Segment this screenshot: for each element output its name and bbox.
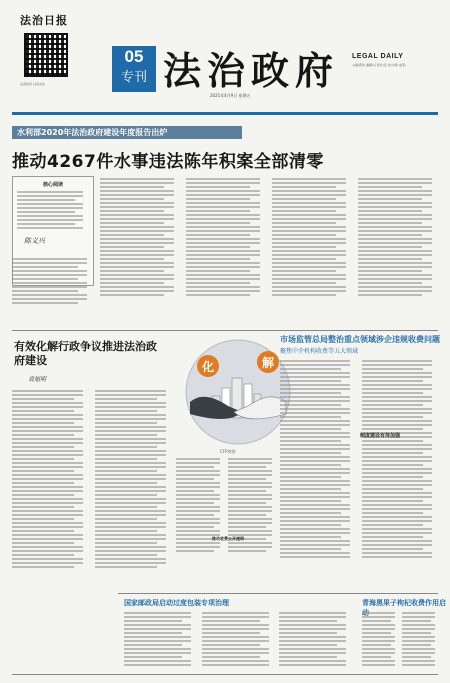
qr-caption: 法治政府 扫码关注 xyxy=(20,82,45,86)
top-story-kicker: 水利部2020年法治政府建设年度报告出炉 xyxy=(12,126,242,139)
text-column xyxy=(279,610,352,670)
text-column xyxy=(358,176,438,324)
text-column xyxy=(95,388,173,612)
right-article-body xyxy=(280,358,438,604)
section-number: 05 xyxy=(124,47,144,66)
text-column xyxy=(228,456,276,576)
legal-daily-mark: LEGAL DAILY xyxy=(352,53,404,60)
illustration-caption: CFP供图 xyxy=(220,449,236,454)
date-line: 2021年4月9日 星期五 xyxy=(210,93,251,98)
commentary-body xyxy=(12,258,94,306)
text-column xyxy=(12,388,90,612)
text-column xyxy=(176,456,224,576)
bottom-rule xyxy=(12,674,438,675)
text-column xyxy=(100,176,180,324)
right-article-headline[interactable]: 市场监管总局整治重点领域涉企违规收费问题 xyxy=(280,335,440,344)
top-story-headline[interactable]: 推动4267件水事违法陈年积案全部清零 xyxy=(12,152,324,172)
bottom-left-headline[interactable]: 国家邮政局启动过度包装专项治理 xyxy=(124,599,229,607)
top-story-body xyxy=(100,176,438,324)
text-column xyxy=(202,610,275,670)
text-column xyxy=(272,176,352,324)
bottom-right-headline[interactable]: 青海黑果子枸杞收费作用启 xyxy=(362,599,446,607)
newspaper-logo: 法治日报 xyxy=(20,14,68,27)
middle-article-body xyxy=(176,456,276,576)
right-article-subhead: 聚焦中介机构收费等五大领域 xyxy=(280,348,359,355)
illustration-badge-left: 化 xyxy=(201,360,215,374)
section-divider xyxy=(118,593,438,594)
text-column xyxy=(280,358,357,604)
commentary-signature: 陈义兴 xyxy=(24,237,45,245)
text-column xyxy=(362,358,439,604)
middle-subhead: 推动收费公开透明 xyxy=(212,536,244,541)
text-column xyxy=(186,176,266,324)
left-article-signature: 袁旭明 xyxy=(28,376,47,383)
illustration-badge-right: 解 xyxy=(261,356,275,370)
bottom-left-body xyxy=(124,610,352,670)
left-article-body xyxy=(12,388,172,612)
text-column xyxy=(362,610,398,670)
masthead-rule xyxy=(12,112,438,115)
text-column xyxy=(402,610,438,670)
page-title: 法治政府 xyxy=(163,48,340,93)
section-label: 专刊 xyxy=(120,70,147,85)
section-divider xyxy=(12,330,438,331)
editors-line: 主编/郭伟 编辑/马 版式/张 校对/黄 电话/ xyxy=(352,63,406,67)
masthead xyxy=(0,0,450,120)
text-column xyxy=(124,610,197,670)
qr-code-icon xyxy=(24,33,68,77)
commentary-title: 核心阅读 xyxy=(42,182,63,188)
bottom-right-body xyxy=(362,610,438,670)
left-article-headline[interactable]: 有效化解行政争议推进法治政府建设 xyxy=(14,340,157,367)
right-article-subhead-2: 制度建设有待加强 xyxy=(360,433,401,439)
section-badge xyxy=(112,46,156,92)
